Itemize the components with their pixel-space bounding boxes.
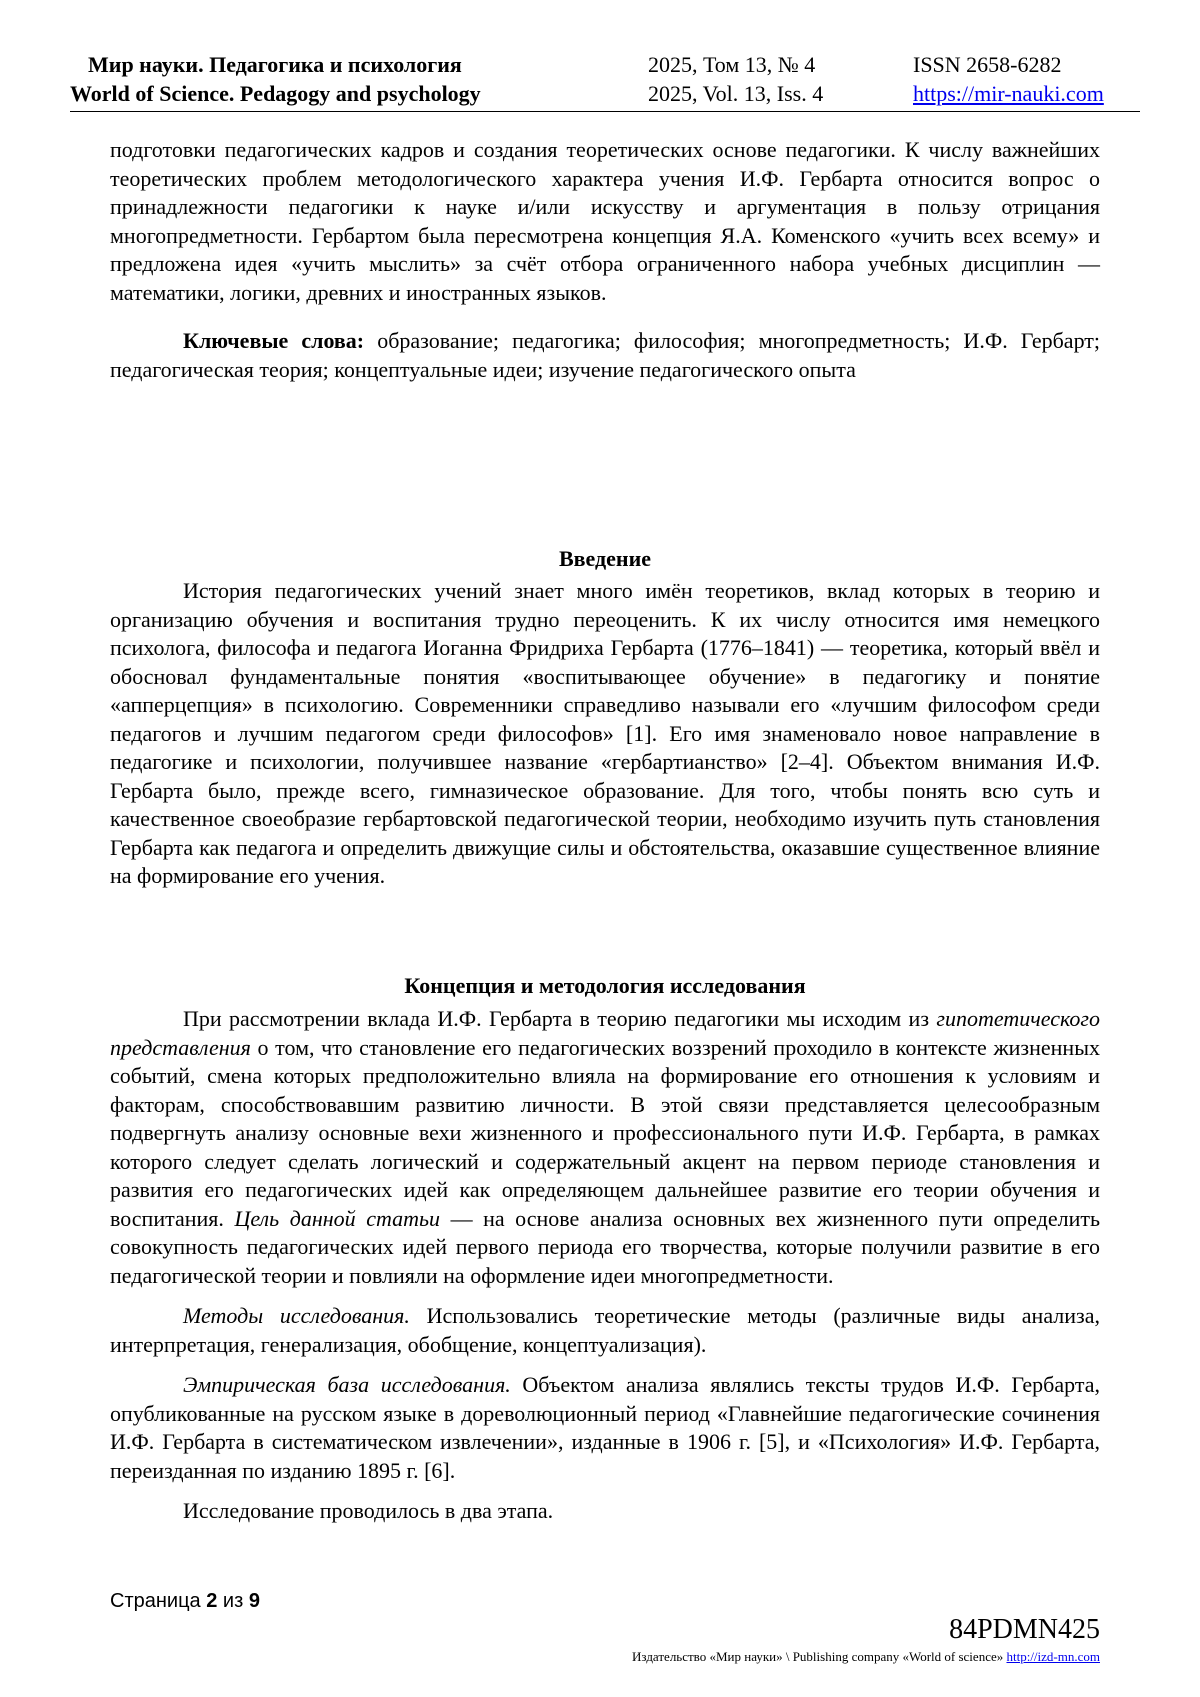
italic-run: Эмпирическая база исследования.: [183, 1372, 511, 1397]
italic-run: Цель данной статьи: [234, 1205, 441, 1231]
header-divider: [70, 111, 1140, 112]
section-introduction: [110, 545, 1100, 891]
section-title-methodology: Концепция и методология исследования: [404, 973, 806, 998]
stages-paragraph: Исследование проводилось в два этапа.: [183, 1498, 554, 1523]
section-methodology: [110, 972, 1100, 1526]
issn: ISSN 2658-6282: [913, 52, 1062, 77]
abstract-text: подготовки педагогических кадров и создания теоретических основе педагогики. К числу важнейших теоретических проблем методологического характера учения И.Ф. Гербарта относится вопрос о принадлежности педагогики к науке и/или искусству и аргументация в пользу отрицания многопредметности. Гербартом была пересмотрена концепция Я.А. Коменского «учить всех всему» и предложена идея «учить мыслить» за счёт отбора ограниченного набора учебных дисциплин — математики, логики, древних и иностранных языков.: [110, 137, 1100, 305]
keywords-paragraph: [110, 327, 1100, 384]
article-code: 84PDMN425: [949, 1614, 1100, 1645]
text-run: При рассмотрении вклада И.Ф. Гербарта в теорию педагогики мы исходим из: [183, 1006, 937, 1031]
abstract-continuation: [110, 136, 1100, 307]
journal-title-ru: Мир науки. Педагогика и психология: [88, 52, 462, 77]
page-current: 2: [206, 1590, 218, 1612]
journal-url-link[interactable]: https://mir-nauki.com: [913, 81, 1104, 106]
of-word: из: [222, 1590, 244, 1612]
text-run: — на основе анализа основных вех жизненного пути определить совокупность педагогических идей первого периода его творчества, которые получили развитие в его педагогической теории и повлияли на оформление идеи многопредметности.: [110, 1205, 1100, 1288]
text-run: Объектом анализа являлись тексты трудов И.Ф. Гербарта, опубликованные на русском языке в дореволюционный период «Главнейшие педагогические сочинения И.Ф. Гербарта в систематическом извлечении», изданные в 1906 г. [5], и «Психология» И.Ф. Гербарта, переизданная по изданию 1895 г. [6].: [110, 1372, 1100, 1483]
italic-run: Методы исследования.: [183, 1303, 410, 1328]
volume-ru: 2025, Том 13, № 4: [648, 52, 816, 77]
journal-title-en: World of Science. Pedagogy and psychology: [70, 81, 481, 106]
keywords-text: образование; педагогика; философия; многопредметность; И.Ф. Гербарт; педагогическая теория; концептуальные идеи; изучение педагогического опыта: [110, 328, 1100, 382]
publisher-text: Издательство «Мир науки» \ Publishing company «World of science»: [632, 1649, 1004, 1664]
empirical-base-paragraph: [110, 1371, 1100, 1485]
text-run: о том, что становление его педагогических воззрений проходило в контексте жизненных событий, смена которых предположительно влияла на формирование его отношения к условиям и факторам, способствовавшим развитию личности. В этой связи представляется целесообразным подвергнуть анализу основные вехи жизненного и профессионального пути И.Ф. Гербарта, в рамках которого следует сделать логический и содержательный акцент на первом периоде становления и развития его педагогических идей как определяющем дальнейшее развитие его теории обучения и воспитания.: [110, 1034, 1100, 1231]
section-title-introduction: Введение: [558, 546, 652, 571]
text-run: Использовались теоретические методы (различные виды анализа, интерпретация, генерализация, обобщение, концептуализация).: [110, 1303, 1100, 1357]
publisher-line: [632, 1649, 1100, 1665]
journal-header: [70, 50, 1140, 112]
methods-paragraph: [110, 1302, 1100, 1359]
page-total: 9: [248, 1590, 260, 1612]
page-number: [110, 1590, 260, 1613]
keywords-block: [110, 327, 1100, 384]
intro-paragraph: История педагогических учений знает много имён теоретиков, вклад которых в теорию и организацию обучения и воспитания трудно переоценить. К их числу относится имя немецкого психолога, философа и педагога Иоганна Фридриха Гербарта (1776–1841) — теоретика, который ввёл и обосновал фундаментальные понятия «воспитывающее обучение» в педагогику и понятие «апперцепция» в психологию. Современники справедливо называли его «лучшим философом среди педагогов и лучшим педагогом среди философов» [1]. Его имя знаменовало новое направление в педагогике и психологии, получившее название «гербартианство» [2–4]. Объектом внимания И.Ф. Гербарта было, прежде всего, гимназическое образование. Для того, чтобы понять всю суть и качественное своеобразие гербартовской педагогической теории, необходимо изучить путь становления Гербарта как педагога и определить движущие силы и обстоятельства, оказавшие существенное влияние на формирование его учения.: [110, 578, 1100, 888]
italic-run: гипотетического представления: [110, 1006, 1100, 1060]
volume-en: 2025, Vol. 13, Iss. 4: [648, 81, 824, 106]
methodology-paragraph-1: [110, 1005, 1100, 1290]
publisher-url-link[interactable]: http://izd-mn.com: [1006, 1649, 1100, 1664]
keywords-label: Ключевые слова:: [183, 328, 365, 353]
page-word: Страница: [110, 1590, 201, 1612]
